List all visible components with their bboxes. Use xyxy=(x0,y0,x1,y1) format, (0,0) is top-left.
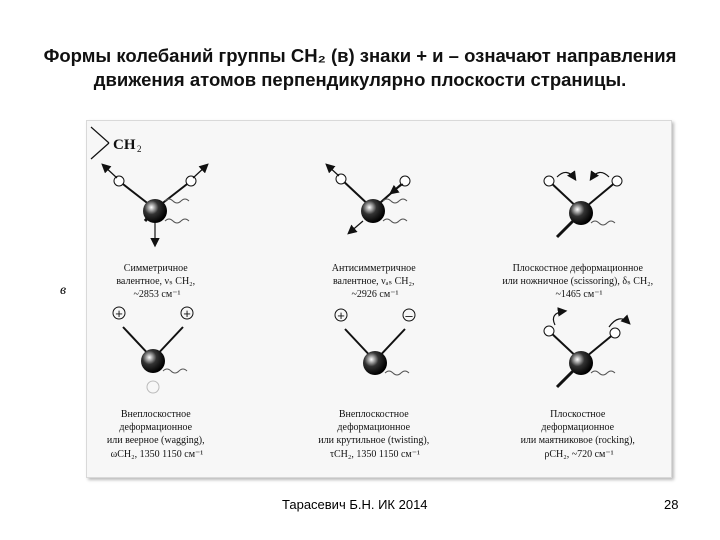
page-number: 28 xyxy=(664,497,679,512)
mode-twisting xyxy=(335,308,415,375)
bond xyxy=(557,371,573,387)
slide-title xyxy=(10,44,710,92)
motion-arrow xyxy=(553,311,565,325)
caption-line: валентное, νₛ CH₂, xyxy=(116,276,196,287)
ch2-label: CH xyxy=(113,137,136,153)
hydrogen-atom xyxy=(186,176,196,186)
hydrogen-atom xyxy=(336,174,346,184)
chain-bond xyxy=(591,371,615,375)
caption-line: деформационное xyxy=(119,422,193,433)
mode-antisymmetric-stretch xyxy=(327,165,410,233)
sign-minus: – xyxy=(405,308,413,323)
caption-line: Внеплоскостное xyxy=(338,409,409,420)
mode-2-caption xyxy=(332,263,418,300)
hydrogen-atom-behind xyxy=(147,381,159,393)
panel-label: в xyxy=(60,283,67,298)
mode-6-caption xyxy=(521,409,638,460)
caption-line: ωCH₂, 1350 1150 см⁻¹ xyxy=(110,449,204,460)
sign-plus: + xyxy=(337,308,345,323)
hydrogen-atom xyxy=(114,176,124,186)
carbon-atom xyxy=(141,349,165,373)
caption-line: деформационное xyxy=(337,422,411,433)
mode-rocking xyxy=(544,311,629,387)
chain-bond xyxy=(383,219,407,223)
carbon-atom xyxy=(361,199,385,223)
mode-3-caption xyxy=(502,263,655,300)
ch2-pointer-line xyxy=(91,127,109,143)
mode-symmetric-stretch xyxy=(103,165,207,245)
mode-1-caption xyxy=(116,263,197,300)
sign-plus: + xyxy=(183,306,191,321)
caption-line: или маятниковое (rocking), xyxy=(520,435,635,446)
hydrogen-atom xyxy=(610,328,620,338)
caption-line: или крутильное (twisting), xyxy=(318,435,430,446)
vibration-modes-svg xyxy=(87,121,671,477)
caption-line: Плоскостное деформационное xyxy=(512,263,643,274)
chain-bond xyxy=(165,219,189,223)
mode-5-caption xyxy=(318,409,432,460)
hydrogen-atom xyxy=(544,176,554,186)
caption-line: Плоскостное xyxy=(550,409,606,420)
caption-line: или ножничное (scissoring), δₛ CH₂, xyxy=(502,276,654,287)
hydrogen-atom xyxy=(544,326,554,336)
hydrogen-atom xyxy=(612,176,622,186)
chain-bond xyxy=(385,371,409,375)
motion-arrow xyxy=(591,172,609,179)
carbon-atom xyxy=(143,199,167,223)
title-line-1: Формы колебаний группы СН₂ (в) знаки + и – означают направления xyxy=(43,45,677,66)
carbon-atom xyxy=(363,351,387,375)
motion-arrow xyxy=(349,221,363,233)
caption-line: ~1465 см⁻¹ xyxy=(555,289,603,300)
motion-arrow xyxy=(391,184,403,193)
caption-line: Антисимметричное xyxy=(331,263,416,274)
chain-bond xyxy=(383,199,407,203)
motion-arrow xyxy=(193,165,207,178)
caption-line: или веерное (wagging), xyxy=(106,435,205,446)
caption-line: ~2926 см⁻¹ xyxy=(351,289,399,300)
motion-arrow xyxy=(103,165,117,178)
vibration-modes-figure xyxy=(86,120,672,478)
bond xyxy=(557,221,573,237)
chain-bond xyxy=(591,221,615,225)
footer-author: Тарасевич Б.Н. ИК 2014 xyxy=(282,497,428,512)
ch2-label-sub: 2 xyxy=(137,144,142,154)
ch2-pointer-line-2 xyxy=(91,143,109,159)
caption-line: Симметричное xyxy=(123,263,188,274)
chain-bond xyxy=(163,369,187,373)
title-line-2: движения атомов перпендикулярно плоскости страницы. xyxy=(93,69,627,90)
mode-scissoring xyxy=(544,172,622,237)
motion-arrow xyxy=(609,319,629,327)
motion-arrow xyxy=(557,172,575,179)
caption-line: τCH₂, 1350 1150 см⁻¹ xyxy=(329,449,421,460)
caption-line: деформационное xyxy=(541,422,615,433)
caption-line: Внеплоскостное xyxy=(120,409,191,420)
caption-line: ρCH₂, ~720 см⁻¹ xyxy=(544,449,614,460)
mode-4-caption xyxy=(107,409,207,460)
mode-wagging xyxy=(113,306,193,393)
sign-plus: + xyxy=(115,306,123,321)
caption-line: ~2853 см⁻¹ xyxy=(133,289,181,300)
caption-line: валентное, νₐₛ CH₂, xyxy=(332,276,415,287)
motion-arrow xyxy=(327,165,339,176)
